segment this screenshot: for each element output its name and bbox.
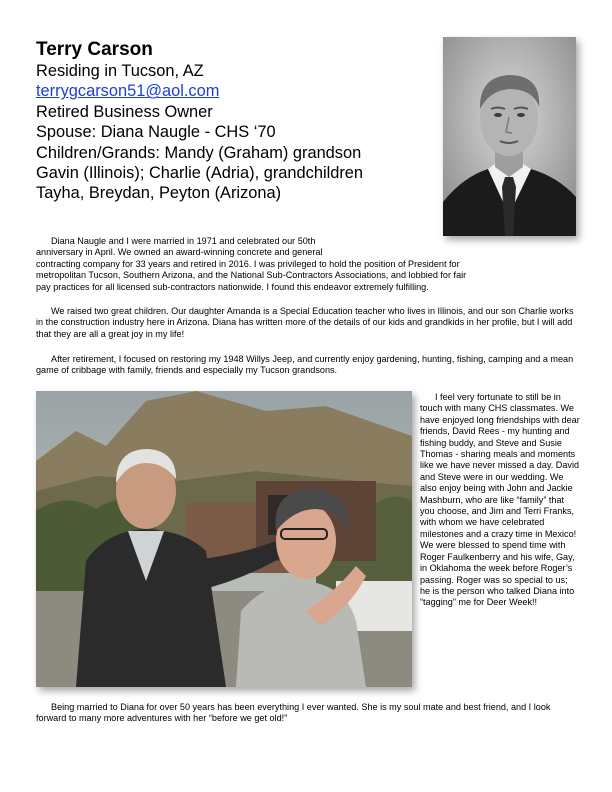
paragraph-children: We raised two great children. Our daughter Amanda is a Special Education teacher who lives in Illinois, and our son Charlie works in the construction industry here in Arizona. Diana has written more of the details of our kids and grandkids in her profile, but I will add that they are all a great joy in my life! — [36, 306, 574, 339]
paragraph-line: metropolitan Tucson, Southern Arizona, and the National Sub-Contractors Associations, and lobbied for fair — [36, 270, 467, 281]
paragraph-closing: Being married to Diana for over 50 years has been everything I ever wanted. She is my soul mate and best friend, and I look forward to many more adventures with her “before we get old!” — [36, 702, 551, 724]
paragraph-line: pay practices for all licensed sub-contractors nationwide. I found this endeavor extremely fulfilling. — [36, 281, 429, 292]
paragraph-retirement: After retirement, I focused on restoring my 1948 Willys Jeep, and currently enjoy gardening, hunting, fishing, camping and a mean game of cribbage with family, friends and especially my Tucson grandsons. — [36, 354, 574, 376]
occupation: Retired Business Owner — [36, 102, 213, 121]
profile-header — [36, 38, 436, 204]
children-line-1: Children/Grands: Mandy (Graham) grandson — [36, 143, 362, 162]
profile-name: Terry Carson — [36, 39, 153, 60]
couple-photo — [36, 391, 412, 687]
yearbook-portrait-photo — [443, 37, 576, 236]
residence: Residing in Tucson, AZ — [36, 62, 204, 80]
children-line-3: Tayha, Breydan, Peyton (Arizona) — [36, 184, 282, 203]
paragraph-line: anniversary in April. We owned an award-winning concrete and general — [36, 247, 323, 258]
paragraph-line: Diana Naugle and I were married in 1971 and celebrated our 50th — [51, 236, 316, 246]
children-line-2: Gavin (Illinois); Charlie (Adria), grandchildren — [36, 164, 364, 183]
email-link[interactable]: terrygcarson51@aol.com — [36, 82, 220, 101]
paragraph-friendships: I feel very fortunate to still be in touch with many CHS classmates. We have enjoyed long friendships with dear friends, David Rees - my hunting and fishing buddy, and Steve and Susie Thomas - sharing meals and moments like we have never missed a day. David and Steve were in our wedding. We also enjoy being with John and Jackie Mashburn, who are like “family” that you choose, and Jim and Terri Franks, with whom we have celebrated milestones and a crazy time in Mexico! We were blessed to spend time with Roger Faulkenberry and his wife, Gay, in Oklahoma the week before Roger’s passing. Roger was so special to us; he is the person who talked Diana into “tagging” me for Deer Week!! — [420, 392, 580, 608]
spouse: Spouse: Diana Naugle - CHS ‘70 — [36, 123, 276, 142]
paragraph-line: contracting company for 33 years and retired in 2016. I was privileged to hold the position of President for — [36, 258, 460, 269]
paragraph-marriage-career — [36, 236, 576, 293]
